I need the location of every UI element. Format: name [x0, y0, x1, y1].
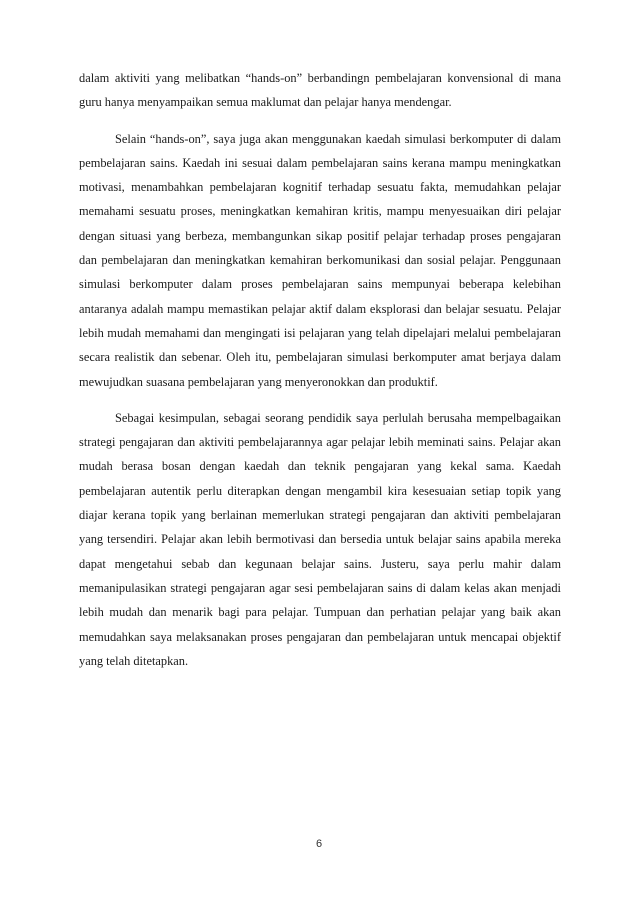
document-body — [79, 66, 561, 673]
paragraph-continuation: dalam aktiviti yang melibatkan “hands-on” berbandingn pembelajaran konvensional di mana guru hanya menyampaikan semua maklumat dan pelajar hanya mendengar. — [79, 71, 561, 110]
page-number: 6 — [315, 838, 323, 850]
paragraph-conclusion: Sebagai kesimpulan, sebagai seorang pendidik saya perlulah berusaha mempelbagaikan strategi pengajaran dan aktiviti pembelajarannya agar pelajar lebih meminati sains. Pelajar akan mudah berasa bosan dengan kaedah dan teknik pengajaran yang kekal sama. Kaedah pembelajaran autentik perlu diterapkan dengan mengambil kira kesesuaian setiap topik yang diajar kerana topik yang berlainan memerlukan strategi pengajaran dan aktiviti pembelajaran yang tersendiri. Pelajar akan lebih bermotivasi dan bersedia untuk belajar sains apabila mereka dapat mengetahui sebab dan kegunaan belajar sains. Justeru, saya perlu mahir dalam memanipulasikan strategi pengajaran agar sesi pembelajaran sains di dalam kelas akan menjadi lebih mudah dan menarik bagi para pelajar. Tumpuan dan perhatian pelajar yang baik akan memudahkan saya melaksanakan proses pengajaran dan pembelajaran untuk mencapai objektif yang telah ditetapkan. — [79, 410, 561, 668]
paragraph-simulation: Selain “hands-on”, saya juga akan menggunakan kaedah simulasi berkomputer di dalam pembelajaran sains. Kaedah ini sesuai dalam pembelajaran sains kerana mampu meningkatkan motivasi, menambahkan pembelajaran kognitif terhadap sesuatu fakta, memudahkan pelajar memahami sesuatu proses, meningkatkan kemahiran kritis, mampu menyesuaikan diri pelajar dengan situasi yang berbeza, membangunkan sikap positif pelajar terhadap proses pengajaran dan pembelajaran dan meningkatkan kemahiran berkomunikasi dan sosial pelajar. Penggunaan simulasi berkomputer dalam proses pembelajaran sains mempunyai beberapa kelebihan antaranya adalah mampu memastikan pelajar aktif dalam eksplorasi dan belajar sesuatu. Pelajar lebih mudah memahami dan mengingati isi pelajaran yang telah dipelajari melalui pembelajaran secara realistik dan sebenar. Oleh itu, pembelajaran simulasi berkomputer amat berjaya dalam mewujudkan suasana pembelajaran yang menyeronokkan dan produktif. — [79, 131, 561, 389]
